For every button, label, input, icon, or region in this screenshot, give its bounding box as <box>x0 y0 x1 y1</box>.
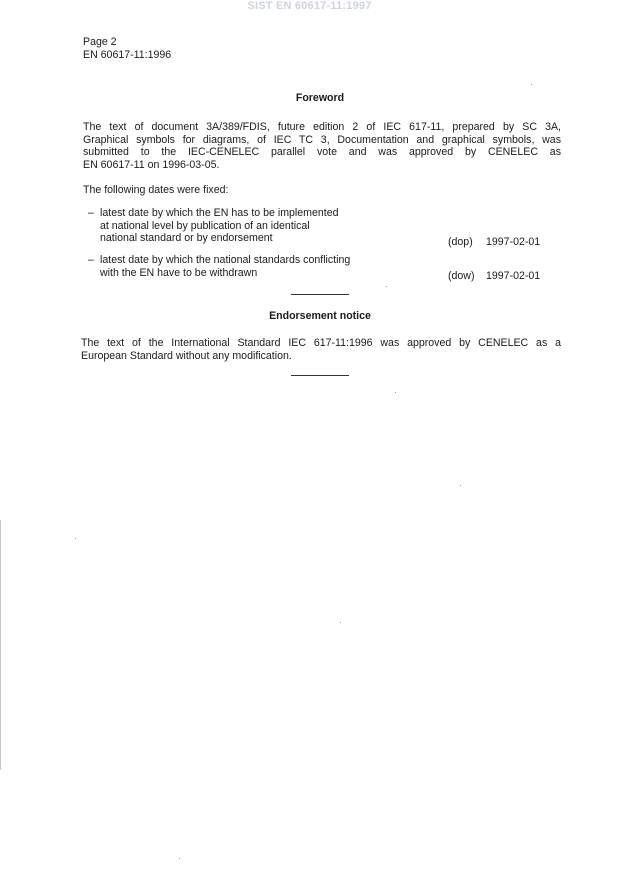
scan-speck <box>531 84 532 85</box>
section-divider <box>291 375 349 376</box>
dash-bullet: – <box>88 254 94 266</box>
scan-speck <box>179 858 180 859</box>
scan-edge-mark <box>0 520 1 770</box>
foreword-line-3: submitted to the IEC-CENELEC parallel vote and was approved by CENELEC as <box>83 146 561 158</box>
endorsement-paragraph <box>81 337 561 362</box>
section-divider <box>291 294 349 295</box>
date-item-line: with the EN have to be withdrawn <box>100 266 258 279</box>
date-code: (dop) <box>448 236 473 248</box>
dates-intro: The following dates were fixed: <box>83 184 229 196</box>
date-code: (dow) <box>448 270 475 282</box>
scan-speck <box>460 485 461 486</box>
date-value: 1997-02-01 <box>486 270 541 282</box>
dash-bullet: – <box>88 207 94 219</box>
date-item-text <box>100 207 400 245</box>
page-label: Page 2 <box>83 36 117 48</box>
foreword-paragraph <box>83 121 561 171</box>
date-item-line: latest date by which the national standards conflicting <box>100 254 351 266</box>
endorsement-line-2: European Standard without any modification. <box>81 349 292 362</box>
doc-number: EN 60617-11:1996 <box>83 49 172 61</box>
scan-speck <box>386 286 387 287</box>
foreword-line-2: Graphical symbols for diagrams, of IEC TC 3, Documentation and graphical symbols, was <box>83 133 561 146</box>
scan-speck <box>75 538 76 539</box>
endorsement-line-1: The text of the International Standard IEC 617-11:1996 was approved by CENELEC as a <box>81 337 561 349</box>
scan-speck <box>340 622 341 623</box>
foreword-line-1: The text of document 3A/389/FDIS, future edition 2 of IEC 617-11, prepared by SC 3A, <box>83 121 561 133</box>
endorsement-heading: Endorsement notice <box>269 310 371 322</box>
date-item-line: latest date by which the EN has to be implemented <box>100 207 339 219</box>
date-item-line: at national level by publication of an identical <box>100 219 310 232</box>
date-item-line: national standard or by endorsement <box>100 232 273 244</box>
foreword-line-4: EN 60617-11 on 1996-03-05. <box>83 158 220 171</box>
page-header <box>83 36 171 62</box>
foreword-heading: Foreword <box>295 92 345 104</box>
scan-speck <box>395 392 396 393</box>
watermark: SIST EN 60617-11:1997 <box>247 0 372 12</box>
date-item-text <box>100 254 400 279</box>
date-value: 1997-02-01 <box>486 236 541 248</box>
